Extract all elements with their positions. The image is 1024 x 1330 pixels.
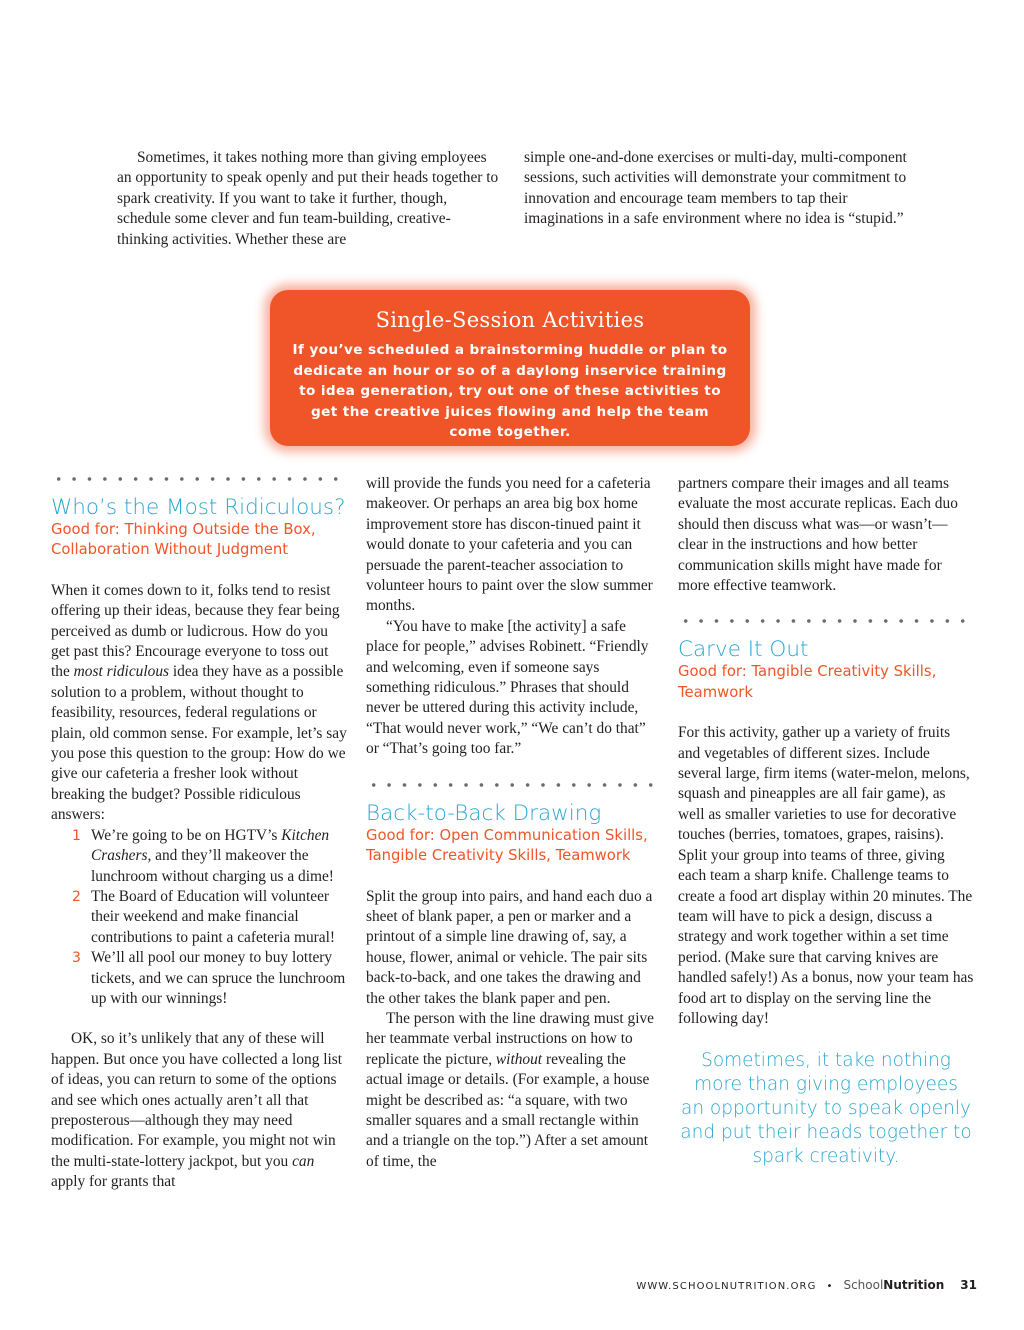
paragraph: will provide the funds you need for a cafeteria makeover. Or perhaps an area big box home improvement store has discon-tinued paint it would donate to your cafeteria and you can persuade the parent-teacher association to volunteer hours to paint over the slow summer months. (366, 475, 653, 615)
list-item: 3 We’ll all pool our money to buy lottery tickets, and we can spruce the lunchroom up with our winnings! (72, 949, 346, 1007)
column-2 (366, 474, 660, 1172)
intro-col1: Sometimes, it takes nothing more than giving employees an opportunity to speak openly and put their heads together to spark creativity. If you want to take it further, though, schedule some clever and fun team-building, creative-thinking activities. Whether these are (117, 149, 499, 248)
intro-text (117, 148, 977, 250)
section-title-back-to-back: Back-to-Back Drawing (366, 800, 602, 826)
intro-col2: simple one-and-done exercises or multi-day, multi-component sessions, such activities will demonstrate your commitment to innovation and encourage team members to tap their imaginations in a safe environment where no idea is “stupid.” (524, 149, 907, 228)
dotted-divider (366, 780, 660, 790)
paragraph: When it comes down to it, folks tend to resist offering up their ideas, because they fear being perceived as dumb or ludicrous. How do you get past this? Encourage everyone to toss out the most ridiculous idea they have as a possible solution to a problem, without thought to feasibility, resources, federal regulations or plain, old common sense. For example, let’s say you pose this question to the group: How do we give our cafeteria a fresher look without breaking the budget? Possible ridiculous answers: (51, 581, 347, 824)
paragraph: The person with the line drawing must give her teammate verbal instructions on how to replicate the picture, without revealing the actual image or details. (For example, a house might be described as: “a square, with two smaller squares and a small rectangle within and a triangle on the top.”) After a set amount of time, the (366, 1009, 654, 1170)
dotted-divider (51, 474, 347, 484)
banner-title: Single-Session Activities (375, 308, 645, 332)
good-for-back-to-back: Good for: Open Communication Skills, Tangible Creativity Skills, Teamwork (366, 826, 648, 865)
footer-url[interactable]: WWW.SCHOOLNUTRITION.ORG (636, 1281, 817, 1292)
paragraph: For this activity, gather up a variety of fruits and vegetables of different sizes. Include several large, firm items (water-melon, melons, squash and pineapples are all fair game), as well as smaller varieties to use for decorative touches (berries, tomatoes, grapes, raisins). Split your group into teams of three, giving each team a sharp knife. Challenge teams to create a food art display within 20 minutes. The team will have to pick a design, discuss a strategy and work together within a set time period. (Make sure that carving knives are handled safely!) As a bonus, now your team has food art to display on the serving line the following day! (678, 724, 974, 1027)
good-for-ridiculous: Good for: Thinking Outside the Box, Collaboration Without Judgment (51, 521, 316, 559)
page-number: 31 (960, 1278, 977, 1292)
paragraph: “You have to make [the activity] a safe place for people,” advises Robinett. “Friendly and welcoming, even if someone says something ridiculous.” Phrases that should never be uttered during this activity include, “That would never work,” “We can’t do that” or “That’s going too far.” (366, 617, 649, 758)
list-item: 2 The Board of Education will volunteer their weekend and make financial contributions to paint a cafeteria mural! (72, 887, 336, 946)
section-title-ridiculous: Who’s the Most Ridiculous? (51, 495, 346, 520)
section-title-carve: Carve It Out (678, 637, 809, 663)
single-session-banner (270, 290, 750, 446)
paragraph: Split the group into pairs, and hand each duo a sheet of blank paper, a pen or marker and a printout of a simple line drawing of, say, a house, flower, animal or vehicle. The pair sits back-to-back, and one takes the drawing and the other takes the blank paper and pen. (366, 887, 653, 1007)
column-1 (51, 474, 347, 1193)
good-for-carve: Good for: Tangible Creativity Skills, Teamwork (678, 663, 937, 701)
footer-brand: SchoolNutrition (843, 1278, 945, 1292)
page-footer (636, 1278, 977, 1292)
footer-bullet: • (826, 1281, 834, 1292)
ridiculous-answers-list (51, 826, 347, 1010)
pull-quote: Sometimes, it take nothing more than giving employees an opportunity to speak openly and put their heads together to spark creativity. (680, 1050, 972, 1168)
dotted-divider (678, 616, 974, 626)
paragraph: OK, so it’s unlikely that any of these will happen. But once you have collected a long list of ideas, you can return to some of the options and see which ones actually aren’t all that preposterous—although they may need modification. For example, you might not win the multi-state-lottery jackpot, but you can apply for grants that (51, 1030, 343, 1191)
banner-text: If you’ve scheduled a brainstorming huddle or plan to dedicate an hour or so of a daylong inservice training to idea generation, try out one of these activities to get the creative juices flowing and help the team come together. (292, 342, 728, 440)
list-item: 1 We’re going to be on HGTV’s Kitchen Crashers, and they’ll makeover the lunchroom without charging us a dime! (72, 826, 334, 885)
paragraph: partners compare their images and all teams evaluate the most accurate replicas. Each duo should then discuss what was—or wasn’t—clear in the instructions and how better communication skills might have made for more effective teamwork. (678, 475, 958, 595)
column-3 (678, 474, 974, 1169)
